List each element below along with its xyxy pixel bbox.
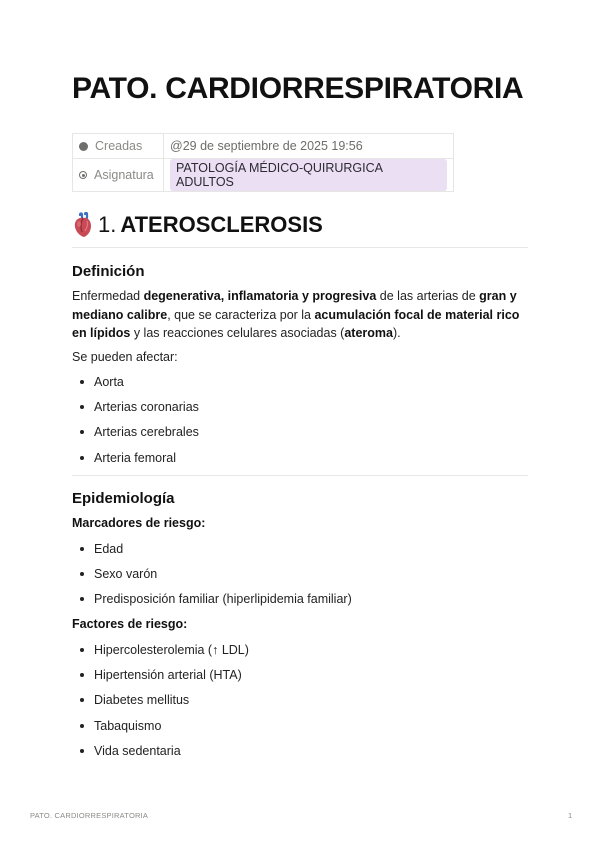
property-key-created: Creadas [95, 139, 143, 153]
property-row [73, 134, 454, 159]
list-item: Tabaquismo [72, 713, 249, 738]
list-item: Arterias coronarias [72, 394, 199, 419]
page-title: PATO. CARDIORRESPIRATORIA [72, 72, 524, 105]
properties-table [72, 133, 454, 192]
subject-tag[interactable]: PATOLOGÍA MÉDICO-QUIRURGICA ADULTOS [170, 159, 447, 191]
select-icon [79, 171, 87, 179]
property-row [73, 159, 454, 192]
factores-list [72, 637, 249, 763]
property-key-cell [73, 159, 164, 192]
property-value-cell [164, 159, 454, 192]
marcadores-list [72, 536, 352, 612]
list-item: Arteria femoral [72, 445, 199, 470]
footer-title: PATO. CARDIORRESPIRATORIA [30, 811, 149, 820]
list-item: Edad [72, 536, 352, 561]
affected-intro: Se pueden afectar: [72, 350, 178, 364]
list-item: Predisposición familiar (hiperlipidemia familiar) [72, 587, 352, 612]
divider [72, 475, 528, 476]
definicion-paragraph: Enfermedad degenerativa, inflamatoria y progresiva de las arterias de gran y mediano calibre, que se caracteriza por la acumulación focal de material rico en lípidos y las reacciones celulares asociadas (ateroma). [72, 289, 520, 340]
factores-label: Factores de riesgo: [72, 617, 188, 631]
definicion-heading: Definición [72, 263, 145, 280]
section-divider [72, 247, 528, 248]
anatomical-heart-icon [72, 212, 94, 238]
list-item: Arterias cerebrales [72, 420, 199, 445]
page-number: 1 [568, 811, 573, 820]
list-item: Sexo varón [72, 561, 352, 586]
list-item: Vida sedentaria [72, 738, 249, 763]
list-item: Hipercolesterolemia (↑ LDL) [72, 637, 249, 662]
section-heading [72, 212, 528, 238]
list-item: Aorta [72, 369, 199, 394]
affected-list [72, 369, 199, 470]
epidemiologia-heading: Epidemiología [72, 490, 175, 507]
clock-icon [79, 142, 88, 151]
marcadores-label: Marcadores de riesgo: [72, 516, 206, 530]
list-item: Diabetes mellitus [72, 688, 249, 713]
property-key-cell [73, 134, 164, 159]
list-item: Hipertensión arterial (HTA) [72, 662, 249, 687]
property-value-created[interactable]: @29 de septiembre de 2025 19:56 [164, 134, 454, 159]
property-key-subject: Asignatura [94, 168, 154, 182]
section-number: 1. [98, 212, 117, 237]
section-title: ATEROSCLEROSIS [120, 212, 323, 237]
